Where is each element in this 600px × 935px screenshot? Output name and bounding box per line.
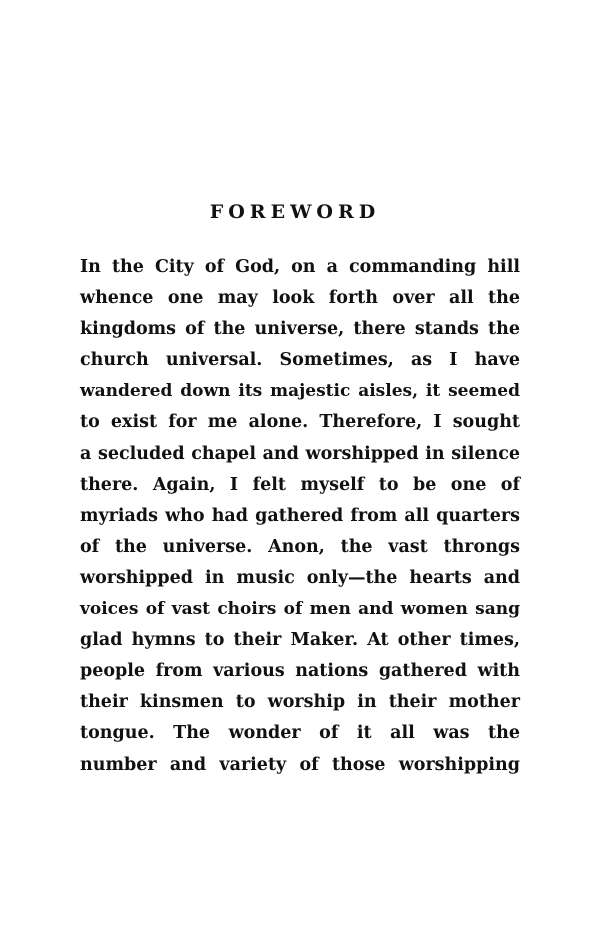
text-line: a secluded chapel and worshipped in silence	[80, 443, 520, 464]
page-title: FOREWORD	[209, 201, 381, 223]
text-line: number and variety of those worshipping	[80, 754, 520, 775]
text-line: church universal. Sometimes, as I have	[80, 350, 520, 371]
foreword-body	[80, 252, 520, 781]
text-line: their kinsmen to worship in their mother	[80, 692, 520, 713]
text-line: kingdoms of the universe, there stands the	[80, 319, 520, 340]
text-line: of the universe. Anon, the vast throngs	[80, 536, 520, 557]
text-line: people from various nations gathered with	[80, 661, 520, 682]
text-line: glad hymns to their Maker. At other times,	[80, 630, 520, 651]
text-line: voices of vast choirs of men and women sang	[80, 599, 520, 620]
text-line: wandered down its majestic aisles, it seemed	[80, 381, 520, 402]
text-line: whence one may look forth over all the	[80, 288, 520, 309]
text-line: myriads who had gathered from all quarters	[80, 505, 520, 526]
text-line: worshipped in music only—the hearts and	[80, 567, 520, 588]
text-line: there. Again, I felt myself to be one of	[80, 474, 520, 495]
text-line: to exist for me alone. Therefore, I sought	[80, 412, 520, 433]
text-line: In the City of God, on a commanding hill	[80, 257, 520, 277]
text-line: tongue. The wonder of it all was the	[80, 723, 520, 744]
